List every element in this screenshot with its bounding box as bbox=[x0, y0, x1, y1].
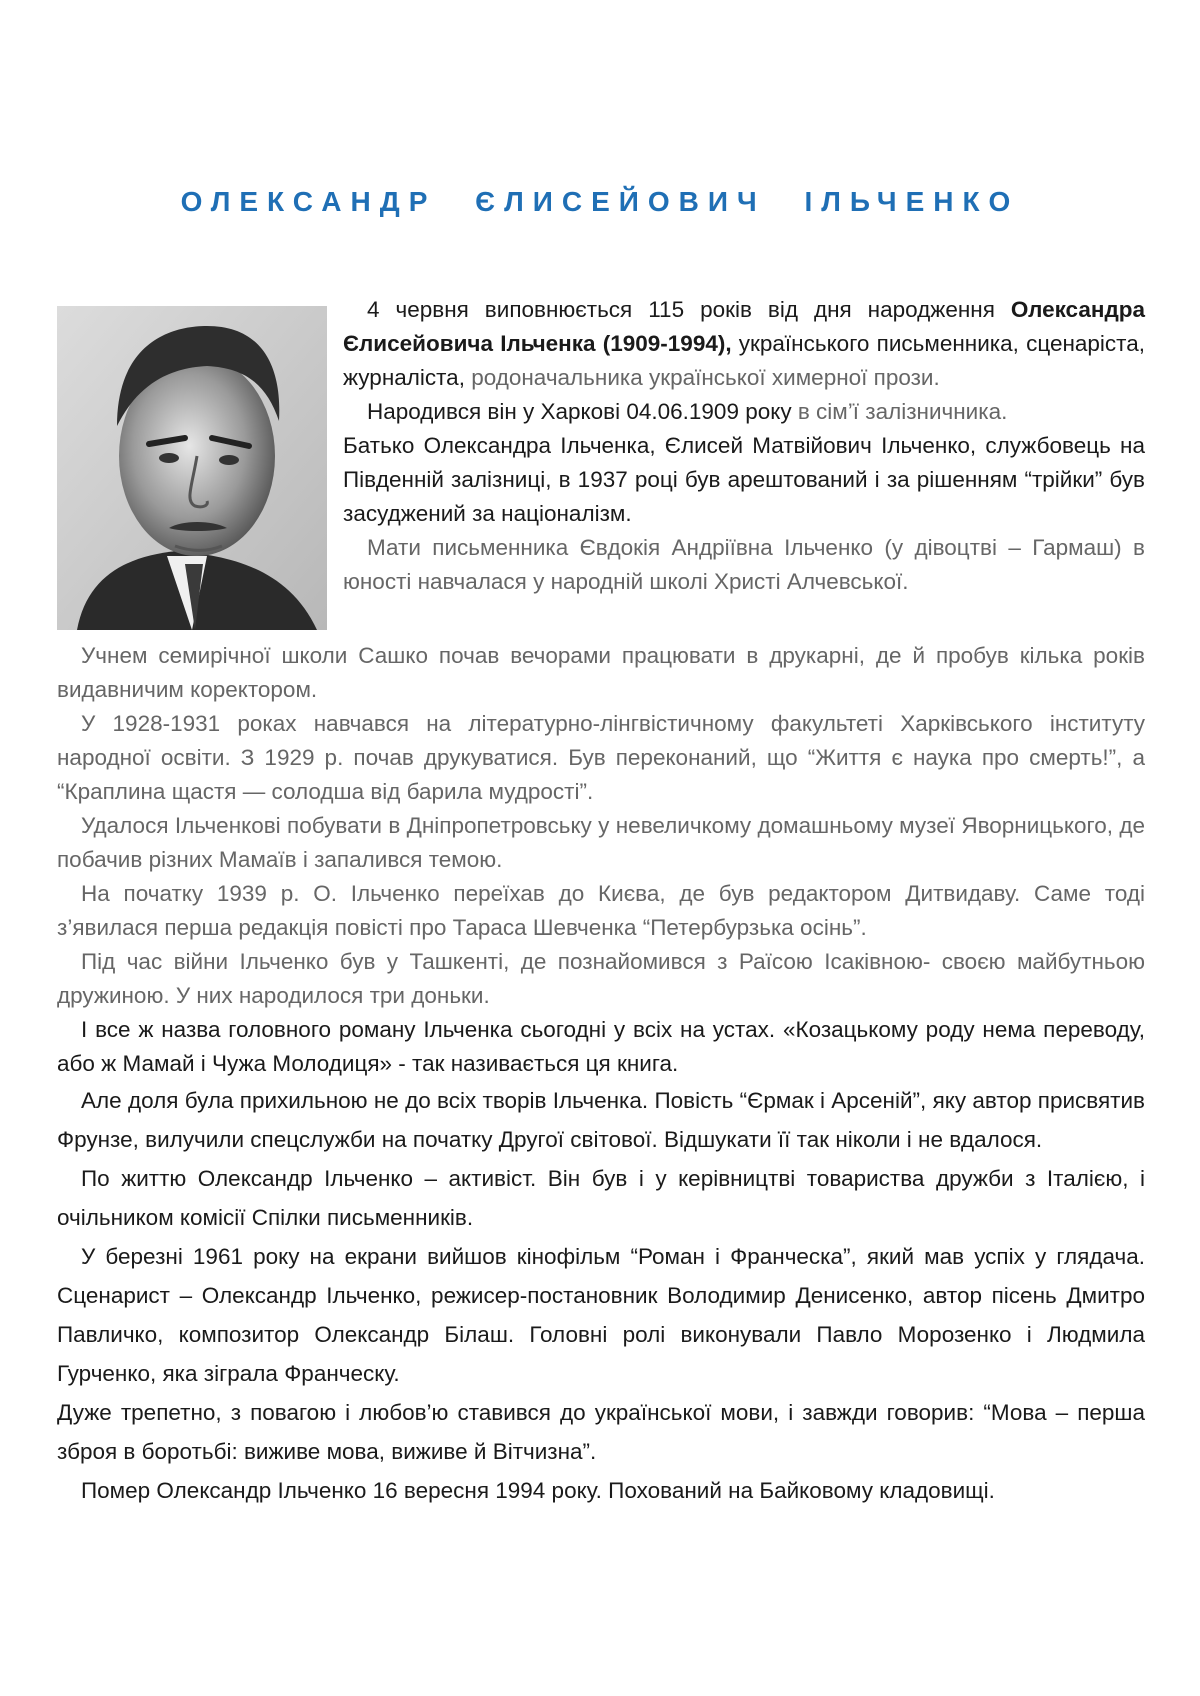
paragraph-5: Під час війни Ільченко був у Ташкенті, де познайомився з Раїсою Ісаківною- своєю майбутньою дружиною. У них народилося три доньки. bbox=[57, 949, 1145, 1008]
birth-gray: в сім’ї залізничника. bbox=[797, 399, 1008, 424]
paragraph-8: По життю Олександр Ільченко – активіст. Він був і у керівництві товариства дружби з Італією, і очільником комісії Спілки письменників. bbox=[57, 1166, 1145, 1230]
intro-lead: 4 червня виповнюється 115 років від дня народження bbox=[367, 297, 1011, 322]
intro-rest: українського письменника, сценаріста, журналіста, bbox=[343, 331, 1145, 390]
intro-name: Олександра Єлисейовича Ільченка (1909-1994), bbox=[343, 297, 1145, 356]
paragraph-4: На початку 1939 р. О. Ільченко переїхав до Києва, де був редактором Дитвидаву. Саме тоді з’явилася перша редакція повісті про Тараса Шевченка “Петербурзька осінь”. bbox=[57, 881, 1145, 940]
paragraph-3: Удалося Ільченкові побувати в Дніпропетровську у невеличкому домашньому музеї Яворницького, де побачив різних Мамаїв і запалився темою. bbox=[57, 813, 1145, 872]
intro-paragraph bbox=[343, 293, 1145, 395]
birth-paragraph bbox=[343, 395, 1145, 429]
paragraph-2: У 1928-1931 роках навчався на літературно-лінгвістичному факультеті Харківського інституту народної освіти. З 1929 р. почав друкуватися. Був переконаний, що “Життя є наука про смерть!”, а “Краплина щастя — солодша від барила мудрості”. bbox=[57, 711, 1145, 804]
title-word-2: ЄЛИСЕЙОВИЧ bbox=[475, 186, 766, 217]
intro-block bbox=[343, 293, 1145, 599]
paragraph-6: І все ж назва головного роману Ільченка сьогодні у всіх на устах. «Козацькому роду нема переводу, або ж Мамай і Чужа Молодиця» - так називається ця книга. bbox=[57, 1017, 1145, 1076]
birth-text: Народився він у Харкові 04.06.1909 року bbox=[367, 399, 798, 424]
title-word-3: ІЛЬЧЕНКО bbox=[804, 186, 1020, 217]
intro-gray: родоначальника української химерної прози. bbox=[471, 365, 940, 390]
paragraph-10: Дуже трепетно, з повагою і любов’ю ставився до української мови, і завжди говорив: “Мова – перша зброя в боротьбі: виживе мова, виживе й Вітчизна”. bbox=[57, 1400, 1145, 1464]
main-text bbox=[57, 639, 1145, 1510]
paragraph-1: Учнем семирічної школи Сашко почав вечорами працювати в друкарні, де й пробув кілька років видавничим коректором. bbox=[57, 643, 1145, 702]
page-title bbox=[0, 186, 1200, 218]
paragraph-9: У березні 1961 року на екрани вийшов кінофільм “Роман і Франческа”, який мав успіх у глядача. Сценарист – Олександр Ільченко, режисер-постановник Володимир Денисенко, автор пісень Дмитро Павличко, композитор Олександр Білаш. Головні ролі виконували Павло Морозенко і Людмила Гурченко, яка зіграла Франческу. bbox=[57, 1244, 1145, 1386]
mother-paragraph: Мати письменника Євдокія Андріївна Ільченко (у дівоцтві – Гармаш) в юності навчалася у народній школі Христі Алчевської. bbox=[343, 535, 1145, 594]
portrait-photo bbox=[57, 306, 327, 630]
title-word-1: ОЛЕКСАНДР bbox=[180, 186, 437, 217]
father-paragraph: Батько Олександра Ільченка, Єлисей Матвійович Ільченко, службовець на Південній залізниці, в 1937 році був арештований і за рішенням “трійки” був засуджений за націоналізм. bbox=[343, 433, 1145, 526]
paragraph-11: Помер Олександр Ільченко 16 вересня 1994 року. Похований на Байковому кладовищі. bbox=[81, 1478, 995, 1503]
paragraph-7: Але доля була прихильною не до всіх творів Ільченка. Повість “Єрмак і Арсеній”, яку автор присвятив Фрунзе, вилучили спецслужби на початку Другої світової. Відшукати її так ніколи і не вдалося. bbox=[57, 1088, 1145, 1152]
